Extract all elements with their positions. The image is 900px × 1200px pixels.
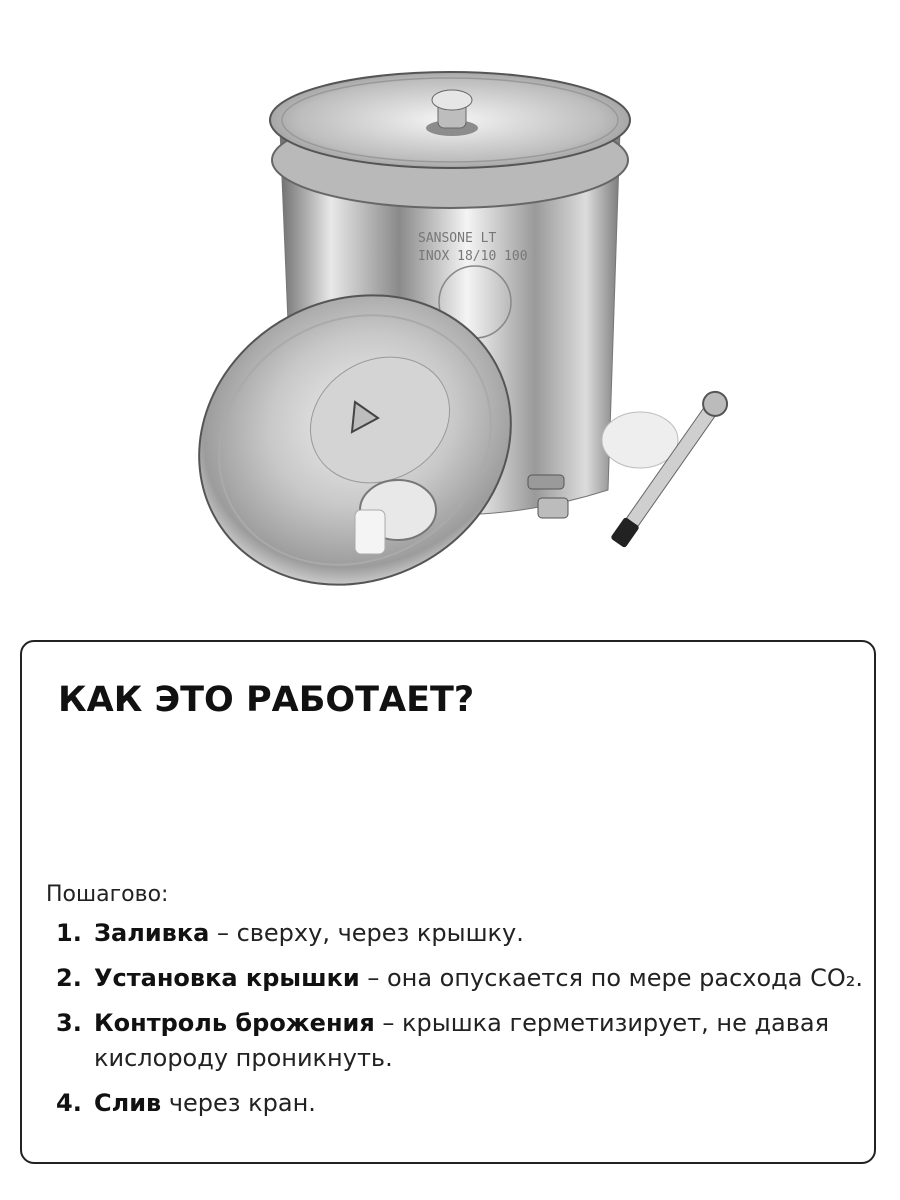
fermentation-tank-image [150, 70, 800, 630]
card-title: КАК ЭТО РАБОТАЕТ? [58, 680, 475, 720]
step-item [50, 1006, 870, 1076]
how-it-works-card [20, 640, 876, 1164]
engraving-line-1: SANSONE LT [418, 231, 497, 246]
step-text: – крышка герметизирует, не давая кислороду проникнуть. [94, 1009, 830, 1072]
product-photo [150, 70, 800, 630]
step-number: 3. [56, 1009, 82, 1037]
step-text: – она опускается по мере расхода CO₂. [359, 964, 864, 992]
step-heading: Заливка [94, 919, 210, 947]
step-text: через кран. [161, 1089, 316, 1117]
steps-intro: Пошагово: [46, 882, 169, 907]
step-heading: Контроль брожения [94, 1009, 375, 1037]
step-heading: Установка крышки [94, 964, 360, 992]
step-number: 4. [56, 1089, 82, 1117]
step-item [50, 916, 870, 951]
step-number: 1. [56, 919, 82, 947]
step-item [50, 1086, 870, 1121]
step-item [50, 961, 870, 996]
step-heading: Слив [94, 1089, 162, 1117]
steps-list [50, 916, 870, 1131]
step-text: – сверху, через крышку. [209, 919, 524, 947]
engraving-line-2: INOX 18/10 100 [418, 249, 528, 264]
step-number: 2. [56, 964, 82, 992]
